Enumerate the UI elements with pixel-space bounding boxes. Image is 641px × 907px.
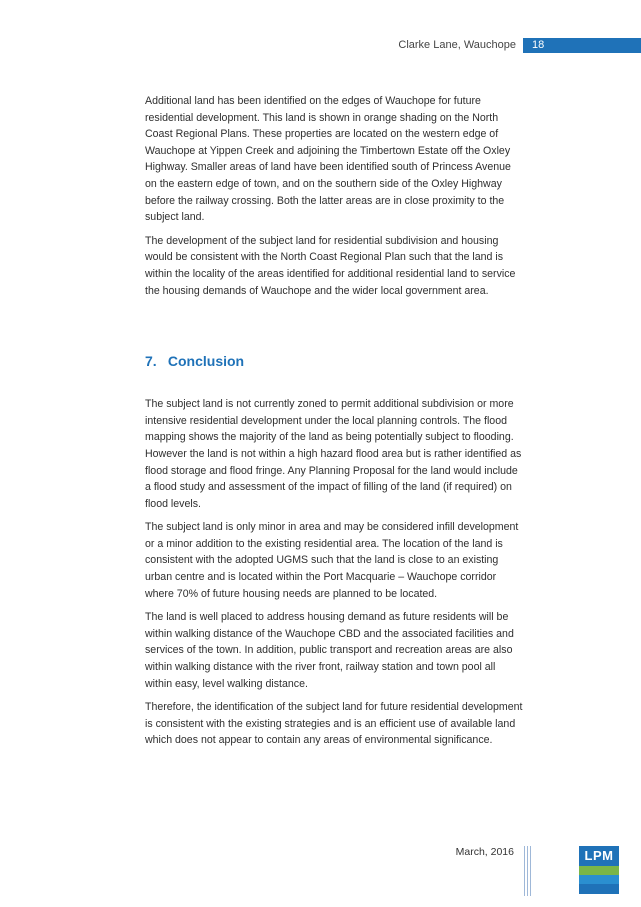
logo-text: LPM xyxy=(579,846,619,866)
body-paragraph: The subject land is not currently zoned to permit additional subdivision or more intensive residential development under the local planning controls. The flood mapping shows the majority of the land as being potentially subject to flooding. However the land is not within a high hazard flood area but is rather identified as flood storage and flood fringe. Any Planning Proposal for the land would include a flood study and assessment of the impact of filling of the land (if required) on flood levels. xyxy=(145,398,522,510)
section-heading xyxy=(145,352,525,370)
body-paragraph: Additional land has been identified on the edges of Wauchope for future residential development. This land is shown in orange shading on the North Coast Regional Plans. These properties are located on the western edge of Wauchope at Yippen Creek and adjoining the Timbertown Estate off the Oxley Highway. Smaller areas of land have been identified south of Princess Avenue on the eastern edge of town, and on the southern side of the Oxley Highway before the railway crossing. Both the latter areas are in close proximity to the subject land. xyxy=(145,95,511,224)
page-number-badge xyxy=(523,38,641,53)
logo-dark-band xyxy=(579,884,619,894)
logo-green-band xyxy=(579,866,619,875)
document-title: Clarke Lane, Wauchope xyxy=(398,39,516,51)
body-paragraph: Therefore, the identification of the subject land for future residential development is consistent with the existing strategies and is an efficient use of available land which does not appear to contain any areas of environmental significance. xyxy=(145,701,523,747)
footer-date: March, 2016 xyxy=(455,846,514,858)
page-number: 18 xyxy=(532,39,545,51)
section-number: 7. xyxy=(145,353,157,370)
logo-blue-band xyxy=(579,875,619,884)
section-title: Conclusion xyxy=(167,353,245,370)
footer-divider-lines xyxy=(524,846,532,896)
body-paragraph: The land is well placed to address housing demand as future residents will be within walking distance of the Wauchope CBD and the associated facilities and services of the town. In addition, public transport and recreation areas are also within walking distance with the river front, railway station and town pool all within easy, level walking distance. xyxy=(145,611,514,690)
page-header xyxy=(0,37,641,55)
lpm-logo xyxy=(579,846,619,894)
body-paragraph: The development of the subject land for residential subdivision and housing would be consistent with the North Coast Regional Plan such that the land is within the locality of the areas identified for additional residential land to service the housing demands of Wauchope and the wider local government area. xyxy=(145,234,516,297)
body-paragraph: The subject land is only minor in area and may be considered infill development or a minor addition to the existing residential area. The location of the land is consistent with the adopted UGMS such that the land is close to an existing urban centre and is located within the Port Macquarie – Wauchope corridor where 70% of future housing needs are planned to be located. xyxy=(145,521,519,600)
page-content xyxy=(145,93,525,756)
